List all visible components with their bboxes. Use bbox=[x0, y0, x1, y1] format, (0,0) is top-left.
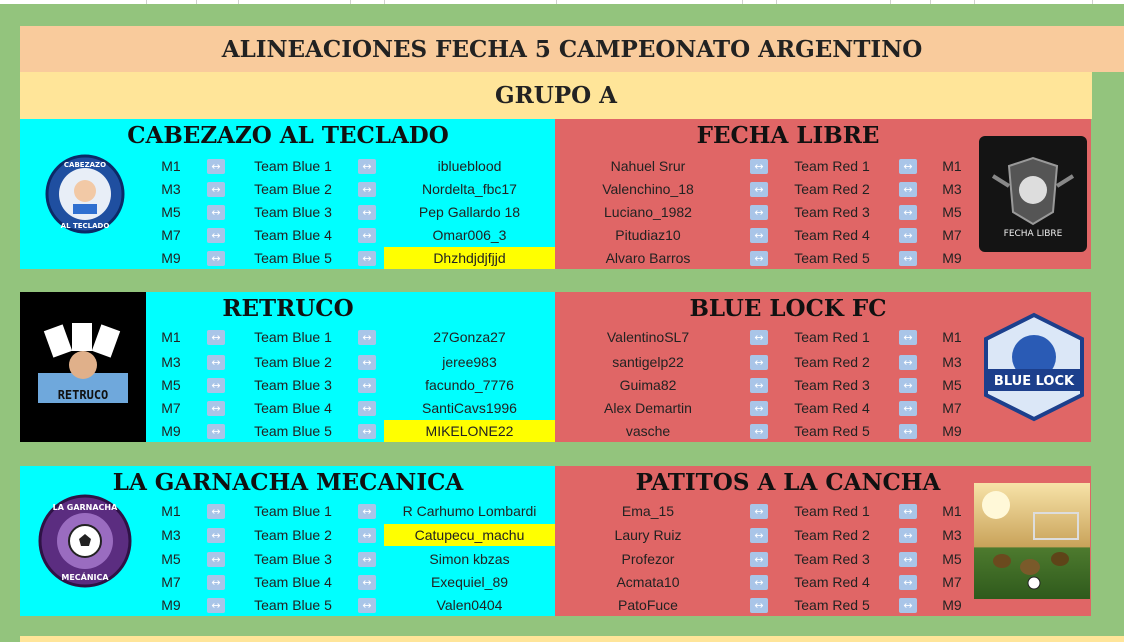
match-code-left: M5 bbox=[161, 551, 181, 567]
team-name-red: PATITOS A LA CANCHA bbox=[635, 468, 941, 496]
red-slot-label: Team Red 3 bbox=[794, 551, 870, 567]
left-right-arrow-icon: ↔ bbox=[207, 552, 225, 567]
left-right-arrow-icon: ↔ bbox=[358, 228, 376, 243]
left-right-arrow-icon: ↔ bbox=[358, 528, 376, 543]
blue-slot-label: Team Blue 5 bbox=[254, 250, 332, 266]
left-right-arrow-icon: ↔ bbox=[750, 205, 768, 220]
match-code-right: M3 bbox=[942, 527, 962, 543]
blue-slot-label: Team Blue 5 bbox=[254, 423, 332, 439]
left-right-arrow-icon: ↔ bbox=[358, 552, 376, 567]
red-slot-label: Team Red 2 bbox=[794, 354, 870, 370]
match-code-right: M1 bbox=[942, 503, 962, 519]
match-2 bbox=[20, 292, 1092, 442]
match-code-left: M5 bbox=[161, 377, 181, 393]
blue-slot-label: Team Blue 3 bbox=[254, 377, 332, 393]
match-code-left: M1 bbox=[161, 158, 181, 174]
left-right-arrow-icon: ↔ bbox=[358, 424, 376, 439]
red-slot-label: Team Red 5 bbox=[794, 597, 870, 613]
left-right-arrow-icon: ↔ bbox=[750, 424, 768, 439]
blue-slot-label: Team Blue 4 bbox=[254, 574, 332, 590]
left-right-arrow-icon: ↔ bbox=[207, 528, 225, 543]
blue-player-cell: Nordelta_fbc17 bbox=[422, 181, 517, 197]
left-right-arrow-icon: ↔ bbox=[750, 355, 768, 370]
left-right-arrow-icon: ↔ bbox=[207, 575, 225, 590]
garnacha-logo-text: LA GARNACHA bbox=[52, 503, 118, 512]
left-right-arrow-icon: ↔ bbox=[899, 528, 917, 543]
blue-player-cell: SantiCavs1996 bbox=[422, 400, 517, 416]
blue-slot-label: Team Blue 1 bbox=[254, 329, 332, 345]
left-right-arrow-icon: ↔ bbox=[207, 401, 225, 416]
left-right-arrow-icon: ↔ bbox=[207, 251, 225, 266]
blue-player-cell: jeree983 bbox=[442, 354, 497, 370]
left-right-arrow-icon: ↔ bbox=[899, 355, 917, 370]
fecha-libre-logo bbox=[978, 119, 1088, 269]
match-code-right: M7 bbox=[942, 574, 962, 590]
blue-slot-label: Team Blue 5 bbox=[254, 597, 332, 613]
red-slot-label: Team Red 2 bbox=[794, 181, 870, 197]
fecha-libre-logo-text: FECHA LIBRE bbox=[1003, 229, 1063, 239]
left-right-arrow-icon: ↔ bbox=[207, 205, 225, 220]
blue-player-cell: Exequiel_89 bbox=[430, 574, 509, 590]
left-right-arrow-icon: ↔ bbox=[358, 159, 376, 174]
left-right-arrow-icon: ↔ bbox=[358, 378, 376, 393]
left-right-arrow-icon: ↔ bbox=[750, 182, 768, 197]
match-code-left: M1 bbox=[161, 503, 181, 519]
match-code-right: M1 bbox=[942, 329, 962, 345]
blue-player-cell: Dhzhdjdjfjjd bbox=[384, 247, 555, 269]
patitos-photo bbox=[974, 466, 1090, 616]
match-code-right: M9 bbox=[942, 597, 962, 613]
red-slot-label: Team Red 4 bbox=[794, 400, 870, 416]
red-slot-label: Team Red 3 bbox=[794, 204, 870, 220]
left-right-arrow-icon: ↔ bbox=[207, 355, 225, 370]
blue-side bbox=[20, 119, 556, 269]
blue-slot-label: Team Blue 2 bbox=[254, 527, 332, 543]
blue-player-cell: Omar006_3 bbox=[432, 227, 507, 243]
blue-side bbox=[20, 292, 556, 442]
blue-slot-label: Team Blue 4 bbox=[254, 227, 332, 243]
match-code-left: M9 bbox=[161, 597, 181, 613]
left-right-arrow-icon: ↔ bbox=[207, 159, 225, 174]
left-right-arrow-icon: ↔ bbox=[899, 504, 917, 519]
blue-player-cell: MIKELONE22 bbox=[384, 420, 555, 442]
match-1 bbox=[20, 119, 1092, 269]
left-right-arrow-icon: ↔ bbox=[899, 575, 917, 590]
left-right-arrow-icon: ↔ bbox=[207, 228, 225, 243]
left-right-arrow-icon: ↔ bbox=[899, 401, 917, 416]
left-right-arrow-icon: ↔ bbox=[899, 182, 917, 197]
red-slot-label: Team Red 5 bbox=[794, 423, 870, 439]
left-right-arrow-icon: ↔ bbox=[207, 330, 225, 345]
blue-side bbox=[20, 466, 556, 616]
bottom-band bbox=[20, 636, 1124, 642]
left-right-arrow-icon: ↔ bbox=[899, 251, 917, 266]
left-right-arrow-icon: ↔ bbox=[750, 159, 768, 174]
left-right-arrow-icon: ↔ bbox=[207, 182, 225, 197]
left-right-arrow-icon: ↔ bbox=[899, 598, 917, 613]
red-side bbox=[555, 466, 1091, 616]
red-player-cell: vasche bbox=[625, 423, 671, 439]
left-right-arrow-icon: ↔ bbox=[358, 251, 376, 266]
red-player-cell: santigelp22 bbox=[612, 354, 684, 370]
left-right-arrow-icon: ↔ bbox=[207, 504, 225, 519]
blue-slot-label: Team Blue 1 bbox=[254, 158, 332, 174]
match-code-left: M7 bbox=[161, 227, 181, 243]
match-code-left: M7 bbox=[161, 400, 181, 416]
red-side bbox=[555, 292, 1091, 442]
red-player-cell: Alex Demartin bbox=[604, 400, 692, 416]
left-right-arrow-icon: ↔ bbox=[358, 205, 376, 220]
red-slot-label: Team Red 1 bbox=[794, 503, 870, 519]
match-code-right: M5 bbox=[942, 551, 962, 567]
left-right-arrow-icon: ↔ bbox=[750, 330, 768, 345]
blue-slot-label: Team Blue 2 bbox=[254, 181, 332, 197]
left-right-arrow-icon: ↔ bbox=[899, 159, 917, 174]
left-right-arrow-icon: ↔ bbox=[750, 552, 768, 567]
blue-lock-logo-text: BLUE LOCK bbox=[993, 374, 1075, 389]
red-player-cell: Ema_15 bbox=[621, 503, 675, 519]
team-name-blue: CABEZAZO AL TECLADO bbox=[127, 121, 449, 149]
blue-slot-label: Team Blue 4 bbox=[254, 400, 332, 416]
left-right-arrow-icon: ↔ bbox=[899, 378, 917, 393]
red-slot-label: Team Red 3 bbox=[794, 377, 870, 393]
left-right-arrow-icon: ↔ bbox=[899, 552, 917, 567]
blue-player-cell: R Carhumo Lombardi bbox=[402, 503, 537, 519]
red-player-cell: Luciano_1982 bbox=[604, 204, 692, 220]
left-right-arrow-icon: ↔ bbox=[750, 504, 768, 519]
match-code-left: M1 bbox=[161, 329, 181, 345]
cabezazo-logo-text: AL TECLADO bbox=[60, 222, 110, 230]
red-player-cell: Profezor bbox=[621, 551, 675, 567]
blue-lock-logo bbox=[978, 292, 1090, 442]
left-right-arrow-icon: ↔ bbox=[899, 205, 917, 220]
red-slot-label: Team Red 2 bbox=[794, 527, 870, 543]
red-player-cell: ValentinoSL7 bbox=[606, 329, 690, 345]
page-title: ALINEACIONES FECHA 5 CAMPEONATO ARGENTINO bbox=[20, 26, 1124, 72]
garnacha-logo-text: MECÁNICA bbox=[61, 573, 109, 582]
red-slot-label: Team Red 1 bbox=[794, 329, 870, 345]
blue-slot-label: Team Blue 3 bbox=[254, 204, 332, 220]
left-right-arrow-icon: ↔ bbox=[358, 504, 376, 519]
group-title: GRUPO A bbox=[20, 72, 1092, 119]
match-code-right: M5 bbox=[942, 204, 962, 220]
blue-slot-label: Team Blue 1 bbox=[254, 503, 332, 519]
red-player-cell: Laury Ruiz bbox=[614, 527, 682, 543]
left-right-arrow-icon: ↔ bbox=[750, 598, 768, 613]
match-code-left: M3 bbox=[161, 181, 181, 197]
left-right-arrow-icon: ↔ bbox=[750, 528, 768, 543]
retruco-logo-text: RETRUCO bbox=[57, 388, 109, 402]
match-code-left: M3 bbox=[161, 354, 181, 370]
red-player-cell: Alvaro Barros bbox=[605, 250, 691, 266]
match-3 bbox=[20, 466, 1092, 616]
left-right-arrow-icon: ↔ bbox=[750, 251, 768, 266]
left-right-arrow-icon: ↔ bbox=[207, 598, 225, 613]
left-right-arrow-icon: ↔ bbox=[899, 228, 917, 243]
left-right-arrow-icon: ↔ bbox=[358, 355, 376, 370]
left-right-arrow-icon: ↔ bbox=[750, 228, 768, 243]
blue-player-cell: Valen0404 bbox=[436, 597, 503, 613]
match-code-left: M9 bbox=[161, 423, 181, 439]
match-code-left: M9 bbox=[161, 250, 181, 266]
red-player-cell: Nahuel Srur bbox=[610, 158, 686, 174]
sheet-gridlines bbox=[0, 0, 1124, 4]
blue-player-cell: Simon kbzas bbox=[429, 551, 510, 567]
match-code-right: M9 bbox=[942, 423, 962, 439]
left-right-arrow-icon: ↔ bbox=[358, 182, 376, 197]
red-slot-label: Team Red 5 bbox=[794, 250, 870, 266]
team-name-blue: LA GARNACHA MECANICA bbox=[112, 468, 464, 496]
blue-player-cell: facundo_7776 bbox=[425, 377, 514, 393]
blue-player-cell: Pep Gallardo 18 bbox=[418, 204, 521, 220]
red-player-cell: PatoFuce bbox=[618, 597, 678, 613]
red-player-cell: Valenchino_18 bbox=[602, 181, 694, 197]
left-right-arrow-icon: ↔ bbox=[899, 330, 917, 345]
left-right-arrow-icon: ↔ bbox=[899, 424, 917, 439]
cabezazo-logo-text: CABEZAZO bbox=[63, 161, 107, 169]
red-slot-label: Team Red 4 bbox=[794, 574, 870, 590]
match-code-right: M9 bbox=[942, 250, 962, 266]
left-right-arrow-icon: ↔ bbox=[750, 575, 768, 590]
left-right-arrow-icon: ↔ bbox=[358, 598, 376, 613]
team-name-red: BLUE LOCK FC bbox=[689, 294, 887, 322]
match-code-right: M3 bbox=[942, 181, 962, 197]
red-player-cell: Pitudiaz10 bbox=[615, 227, 681, 243]
red-side bbox=[555, 119, 1091, 269]
red-player-cell: Acmata10 bbox=[616, 574, 680, 590]
match-code-right: M3 bbox=[942, 354, 962, 370]
blue-player-cell: Catupecu_machu bbox=[384, 524, 555, 546]
left-right-arrow-icon: ↔ bbox=[207, 424, 225, 439]
match-code-left: M7 bbox=[161, 574, 181, 590]
match-code-left: M3 bbox=[161, 527, 181, 543]
match-code-right: M7 bbox=[942, 400, 962, 416]
match-code-right: M5 bbox=[942, 377, 962, 393]
team-name-red: FECHA LIBRE bbox=[696, 121, 880, 149]
left-right-arrow-icon: ↔ bbox=[750, 401, 768, 416]
left-right-arrow-icon: ↔ bbox=[358, 401, 376, 416]
match-code-right: M1 bbox=[942, 158, 962, 174]
match-code-right: M7 bbox=[942, 227, 962, 243]
match-code-left: M5 bbox=[161, 204, 181, 220]
left-right-arrow-icon: ↔ bbox=[750, 378, 768, 393]
blue-slot-label: Team Blue 2 bbox=[254, 354, 332, 370]
team-name-blue: RETRUCO bbox=[222, 294, 354, 322]
left-right-arrow-icon: ↔ bbox=[358, 575, 376, 590]
blue-player-cell: 27Gonza27 bbox=[433, 329, 506, 345]
left-right-arrow-icon: ↔ bbox=[207, 378, 225, 393]
left-right-arrow-icon: ↔ bbox=[358, 330, 376, 345]
red-slot-label: Team Red 1 bbox=[794, 158, 870, 174]
red-slot-label: Team Red 4 bbox=[794, 227, 870, 243]
blue-slot-label: Team Blue 3 bbox=[254, 551, 332, 567]
red-player-cell: Guima82 bbox=[619, 377, 677, 393]
blue-player-cell: iblueblood bbox=[437, 158, 502, 174]
